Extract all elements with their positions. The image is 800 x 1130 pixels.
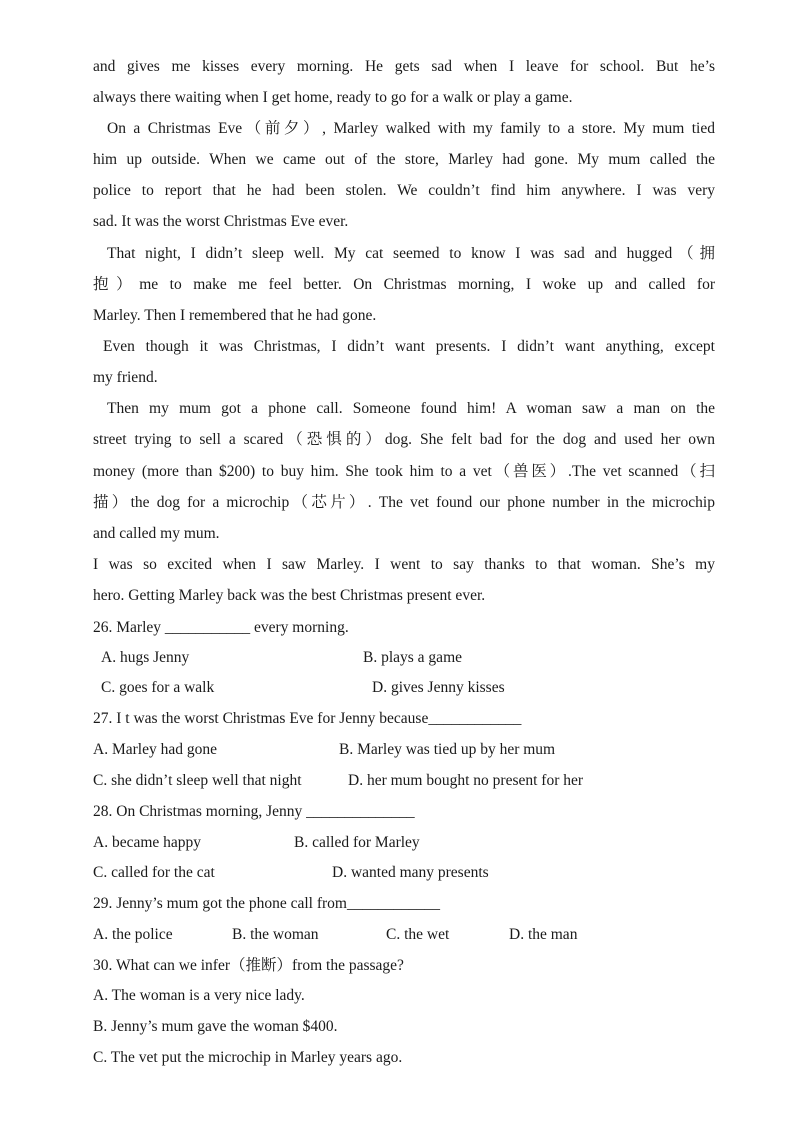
question-29-option-d[interactable]: D. the man <box>509 926 578 943</box>
question-27-stem: 27. I t was the worst Christmas Eve for Jenny because____________ <box>93 710 522 727</box>
passage-line: I was so excited when I saw Marley. I went to say thanks to that woman. She’s my <box>93 556 715 573</box>
question-30-option-b[interactable]: B. Jenny’s mum gave the woman $400. <box>93 1018 338 1035</box>
passage-line: Even though it was Christmas, I didn’t want presents. I didn’t want anything, except <box>103 338 715 355</box>
passage-line: and gives me kisses every morning. He gets sad when I leave for school. But he’s <box>93 58 715 75</box>
question-29-option-c[interactable]: C. the wet <box>386 926 450 943</box>
passage-line: always there waiting when I get home, ready to go for a walk or play a game. <box>93 89 573 106</box>
question-28-option-b[interactable]: B. called for Marley <box>294 834 420 851</box>
passage-line: On a Christmas Eve（前夕）, Marley walked with my family to a store. My mum tied <box>107 120 715 137</box>
question-26-option-b[interactable]: B. plays a game <box>363 649 463 666</box>
question-29-stem: 29. Jenny’s mum got the phone call from____________ <box>93 895 440 912</box>
question-26-option-a[interactable]: A. hugs Jenny <box>101 649 190 666</box>
passage-line: street trying to sell a scared（恐惧的）dog. She felt bad for the dog and used her own <box>93 431 715 448</box>
question-28-option-a[interactable]: A. became happy <box>93 834 202 851</box>
passage-line: hero. Getting Marley back was the best Christmas present ever. <box>93 587 486 604</box>
passage-line: That night, I didn’t sleep well. My cat seemed to know I was sad and hugged（拥 <box>107 245 715 262</box>
question-27-option-a[interactable]: A. Marley had gone <box>93 741 217 758</box>
passage-line: my friend. <box>93 369 158 386</box>
passage-line: money (more than $200) to buy him. She took him to a vet（兽医）.The vet scanned（扫 <box>93 463 715 480</box>
question-26-option-d[interactable]: D. gives Jenny kisses <box>372 679 505 696</box>
passage-line: sad. It was the worst Christmas Eve ever. <box>93 213 349 230</box>
passage-line: Then my mum got a phone call. Someone found him! A woman saw a man on the <box>107 400 715 417</box>
passage-line: and called my mum. <box>93 525 220 542</box>
question-28-option-c[interactable]: C. called for the cat <box>93 864 215 881</box>
question-27-option-c[interactable]: C. she didn’t sleep well that night <box>93 772 302 789</box>
question-28-option-d[interactable]: D. wanted many presents <box>332 864 489 881</box>
question-27-option-d[interactable]: D. her mum bought no present for her <box>348 772 584 789</box>
question-30-option-c[interactable]: C. The vet put the microchip in Marley years ago. <box>93 1049 403 1066</box>
question-26-option-c[interactable]: C. goes for a walk <box>101 679 215 696</box>
question-28-stem: 28. On Christmas morning, Jenny ______________ <box>93 803 415 820</box>
passage-line: 描）the dog for a microchip（芯片）. The vet found our phone number in the microchip <box>93 494 715 511</box>
question-30-option-a[interactable]: A. The woman is a very nice lady. <box>93 987 305 1004</box>
passage-line: him up outside. When we came out of the store, Marley had gone. My mum called the <box>93 151 715 168</box>
question-29-option-a[interactable]: A. the police <box>93 926 173 943</box>
question-27-option-b[interactable]: B. Marley was tied up by her mum <box>339 741 556 758</box>
question-29-option-b[interactable]: B. the woman <box>232 926 319 943</box>
question-30-stem: 30. What can we infer（推断）from the passage? <box>93 957 404 974</box>
question-26-stem: 26. Marley ___________ every morning. <box>93 619 349 636</box>
passage-line: Marley. Then I remembered that he had gone. <box>93 307 377 324</box>
passage-line: police to report that he had been stolen. We couldn’t find him anywhere. I was very <box>93 182 715 199</box>
passage-line: 抱）me to make me feel better. On Christmas morning, I woke up and called for <box>93 276 715 293</box>
